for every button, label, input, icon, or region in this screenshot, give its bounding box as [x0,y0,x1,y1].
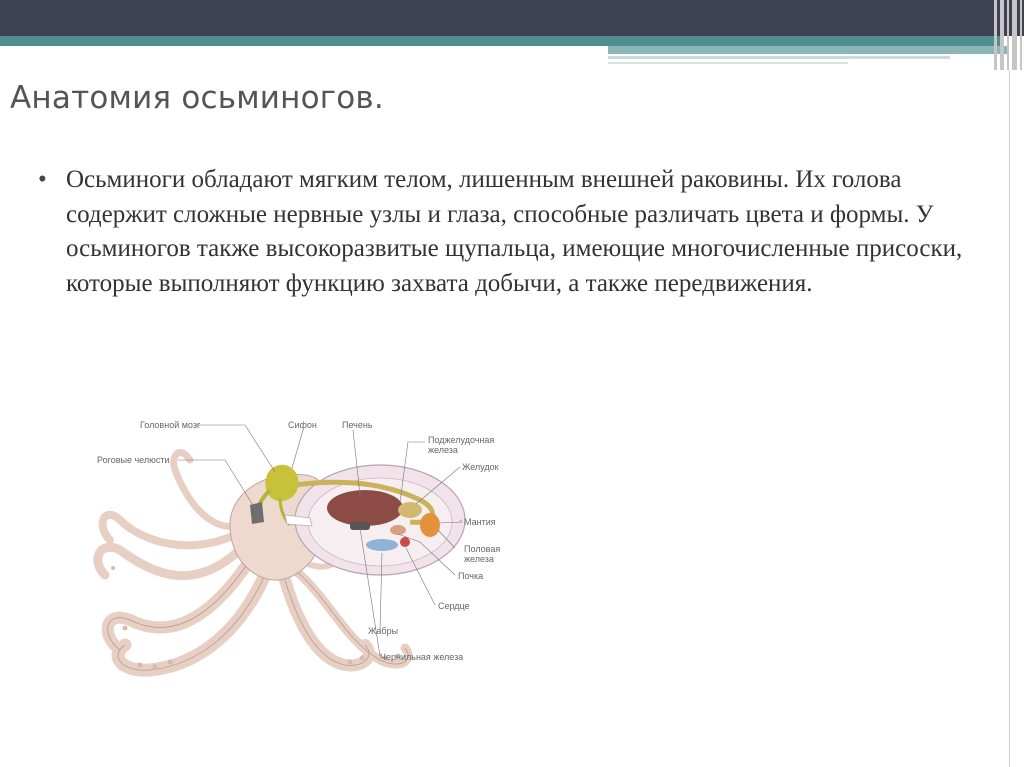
heart [400,537,410,547]
label-stomach: Желудок [462,462,499,472]
label-ink-gland: Чернильная железа [380,652,464,662]
gills [366,539,398,551]
label-mantle: Мантия [464,517,496,527]
label-brain: Головной мозг [140,420,201,430]
kidney [390,525,406,535]
label-siphon: Сифон [288,420,317,430]
label-gills: Жабры [368,626,399,636]
label-gonad-line2: железа [464,554,494,564]
label-beak: Роговые челюсти [97,455,170,465]
label-kidney: Почка [458,571,484,581]
decor-line [608,56,950,59]
liver [327,490,403,526]
gonad [420,513,440,537]
label-pancreas-line2: железа [428,445,458,455]
slide-title: Анатомия осьминогов. [10,80,384,116]
label-heart: Сердце [438,601,470,611]
label-liver: Печень [342,420,373,430]
decor-line-thin [608,62,848,64]
vertical-decor-stripes [994,0,1024,70]
stomach [398,502,422,518]
teal-decor-stripe-light [608,46,1008,54]
bullet-marker: • [38,166,47,193]
bullet-paragraph: Осьминоги обладают мягким телом, лишенным внешней раковины. Их голова содержит сложные нервные узлы и глаза, способные различать цвета и формы. У осьминогов также высокоразвитые щупальца, имеющие многочисленные присоски, которые выполняют функцию захвата добычи, а также передвижения. [66,166,963,297]
right-edge-line [1009,70,1010,767]
beak [250,502,264,524]
label-pancreas-line1: Поджелудочная [428,435,495,445]
teal-decor-stripe [0,36,1000,46]
octopus-anatomy-diagram [80,410,520,685]
label-gonad-line1: Половая [464,544,501,554]
top-decor-bar [0,0,1024,36]
